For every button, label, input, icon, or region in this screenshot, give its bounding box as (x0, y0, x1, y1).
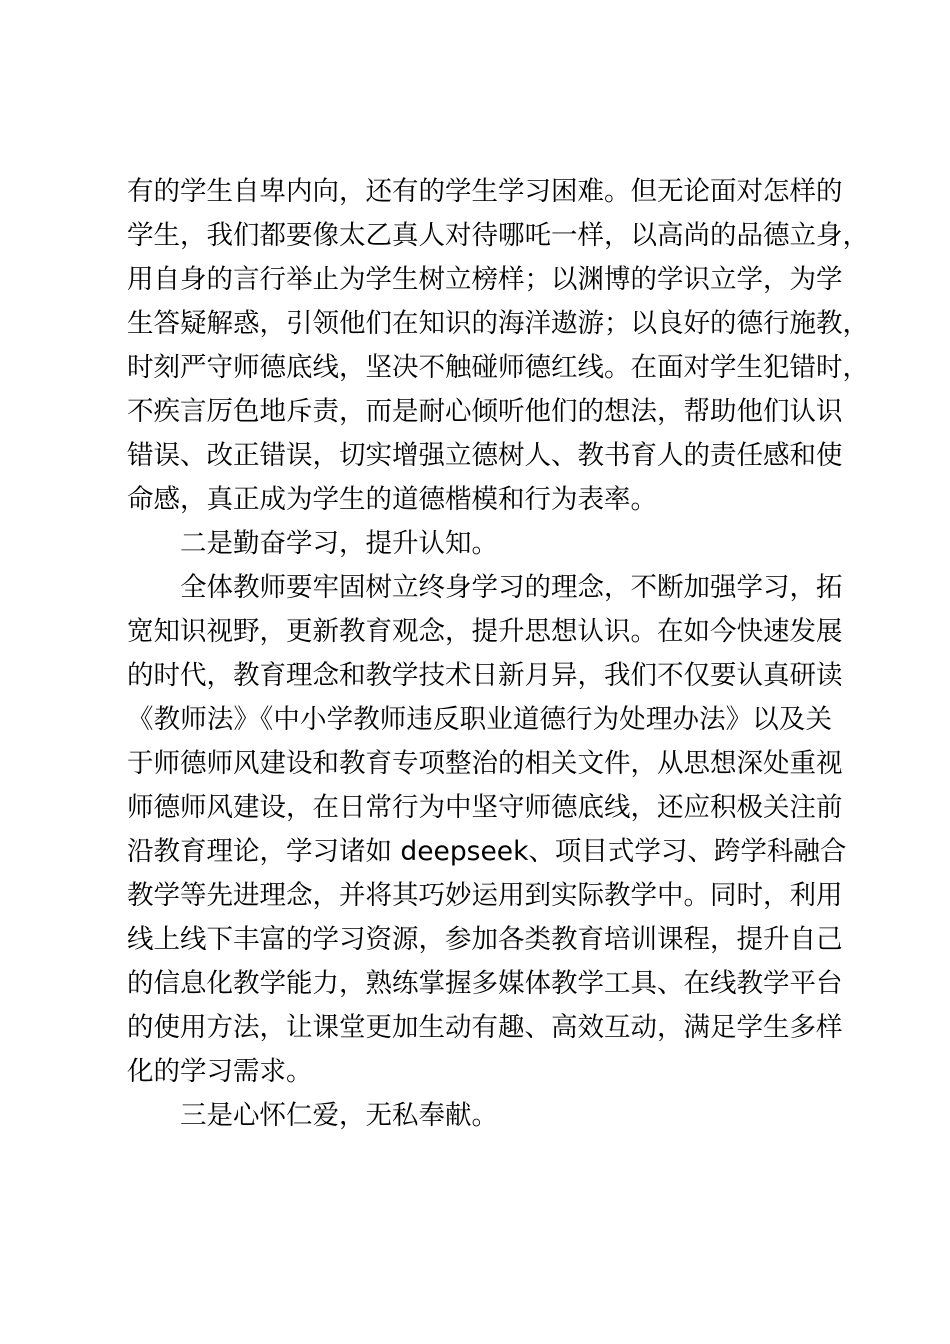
text-line: 线上线下丰富的学习资源，参加各类教育培训课程，提升自己 (127, 924, 843, 955)
text-line: 的信息化教学能力，熟练掌握多媒体教学工具、在线教学平台 (127, 968, 843, 999)
text-line: 师德师风建设，在日常行为中坚守师德底线，还应积极关注前 (127, 792, 843, 823)
text-line: 教学等先进理念，并将其巧妙运用到实际教学中。同时，利用 (127, 880, 843, 911)
text-line: 于师德师风建设和教育专项整治的相关文件，从思想深处重视 (127, 748, 843, 779)
text-line: 宽知识视野，更新教育观念，提升思想认识。在如今快速发展 (127, 616, 843, 647)
paragraph (127, 566, 847, 1094)
text-line: 有的学生自卑内向，还有的学生学习困难。但无论面对怎样的 (127, 176, 843, 207)
text-line: 的使用方法，让课堂更加生动有趣、高效互动，满足学生多样 (127, 1012, 843, 1043)
text-line: 不疾言厉色地斥责，而是耐心倾听他们的想法，帮助他们认识 (127, 396, 843, 427)
text-line: 的时代，教育理念和教学技术日新月异，我们不仅要认真研读 (127, 660, 843, 691)
text-line: 学生，我们都要像太乙真人对待哪吒一样，以高尚的品德立身， (127, 220, 869, 251)
text-line: 二是勤奋学习，提升认知。 (180, 528, 498, 559)
text-line: 生答疑解惑，引领他们在知识的海洋遨游；以良好的德行施教， (127, 308, 869, 339)
section-heading (127, 1094, 832, 1138)
text-line: 三是心怀仁爱，无私奉献。 (180, 1100, 498, 1131)
text-line: 时刻严守师德底线，坚决不触碰师德红线。在面对学生犯错时， (127, 352, 869, 383)
text-line: 全体教师要牢固树立终身学习的理念，不断加强学习，拓 (180, 572, 843, 603)
text-line: 《教师法》《中小学教师违反职业道德行为处理办法》以及关 (127, 704, 832, 735)
text-line: 化的学习需求。 (127, 1056, 313, 1087)
paragraph (127, 170, 869, 522)
text-line: 用自身的言行举止为学生树立榜样；以渊博的学识立学，为学 (127, 264, 843, 295)
document-body (127, 170, 869, 1138)
text-line: 错误、改正错误，切实增强立德树人、教书育人的责任感和使 (127, 440, 843, 471)
text-line: 命感，真正成为学生的道德楷模和行为表率。 (127, 484, 657, 515)
section-heading (127, 522, 832, 566)
text-line: 沿教育理论，学习诸如 deepseek、项目式学习、跨学科融合 (127, 836, 847, 867)
